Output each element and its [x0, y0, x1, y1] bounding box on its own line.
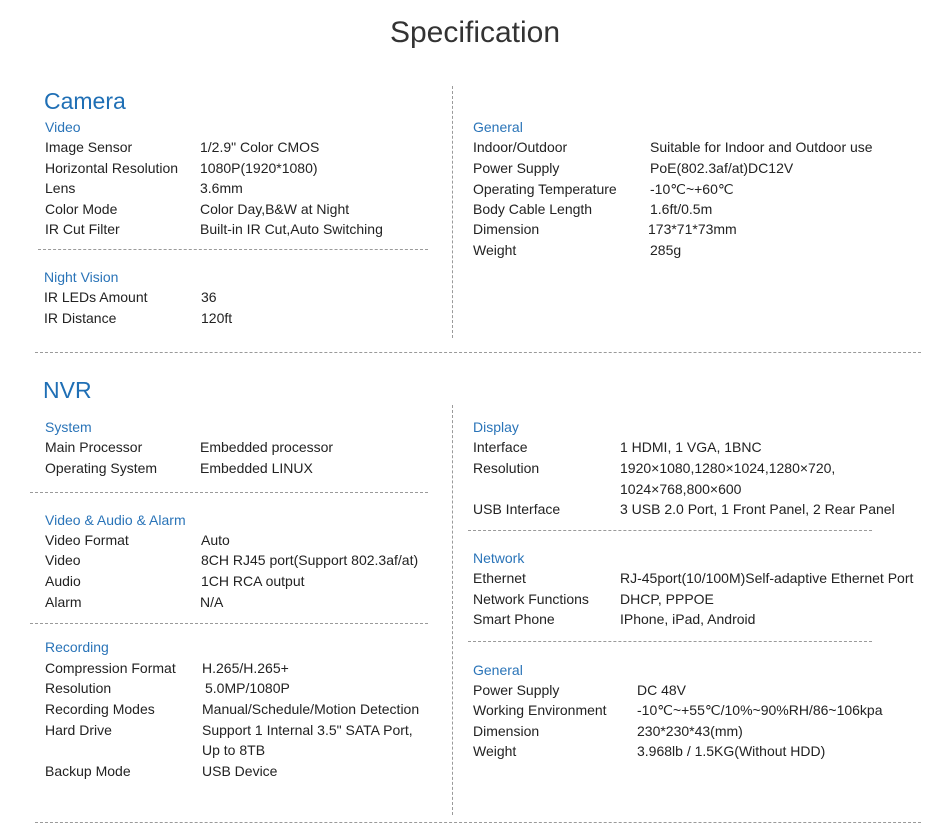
spec-label: Power Supply: [473, 160, 560, 176]
spec-label: Body Cable Length: [473, 201, 593, 217]
divider: [30, 492, 428, 493]
spec-value: Color Day,B&W at Night: [200, 201, 350, 217]
divider: [38, 249, 428, 250]
spec-value: 3.6mm: [200, 180, 243, 196]
spec-label: Video Format: [45, 532, 129, 548]
spec-value: 3 USB 2.0 Port, 1 Front Panel, 2 Rear Panel: [620, 501, 895, 517]
divider: [468, 641, 872, 642]
spec-value: PoE(802.3af/at)DC12V: [650, 160, 794, 176]
spec-label: Resolution: [45, 680, 112, 696]
spec-value: 1.6ft/0.5m: [650, 201, 713, 217]
spec-value: 1920×1080,1280×1024,1280×720,: [620, 460, 836, 476]
network-subheading: Network: [473, 550, 525, 566]
spec-label: Indoor/Outdoor: [473, 139, 568, 155]
display-subheading: Display: [473, 419, 519, 435]
spec-label: Dimension: [473, 221, 540, 237]
spec-label: Audio: [45, 573, 81, 589]
column-divider: [452, 86, 453, 338]
spec-value: 120ft: [201, 310, 233, 326]
spec-value: Up to 8TB: [202, 742, 266, 758]
spec-label: Backup Mode: [45, 763, 131, 779]
spec-label: Horizontal Resolution: [45, 160, 179, 176]
spec-label: Color Mode: [45, 201, 118, 217]
spec-value: -10℃~+60℃: [650, 181, 734, 197]
spec-value: Suitable for Indoor and Outdoor use: [650, 139, 873, 155]
night-vision-subheading: Night Vision: [44, 269, 119, 285]
spec-label: Power Supply: [473, 682, 560, 698]
spec-label: Lens: [45, 180, 76, 196]
spec-label: Network Functions: [473, 591, 589, 607]
spec-label: IR LEDs Amount: [44, 289, 148, 305]
video-subheading: Video: [45, 119, 81, 135]
system-subheading: System: [45, 419, 92, 435]
recording-subheading: Recording: [45, 639, 109, 655]
spec-value: DC 48V: [637, 682, 687, 698]
spec-label: Operating Temperature: [473, 181, 617, 197]
spec-value: Embedded LINUX: [200, 460, 313, 476]
spec-label: Smart Phone: [473, 611, 555, 627]
spec-value: 3.968lb / 1.5KG(Without HDD): [637, 743, 826, 759]
camera-general-subheading: General: [473, 119, 523, 135]
spec-label: USB Interface: [473, 501, 561, 517]
divider: [30, 623, 428, 624]
spec-value: 285g: [650, 242, 682, 258]
spec-label: Hard Drive: [45, 722, 112, 738]
spec-value: RJ-45port(10/100M)Self-adaptive Ethernet Port: [620, 570, 914, 586]
spec-value: 1024×768,800×600: [620, 481, 742, 497]
spec-value: Auto: [201, 532, 230, 548]
spec-label: IR Cut Filter: [45, 221, 120, 237]
section-divider: [35, 352, 921, 353]
spec-value: Embedded processor: [200, 439, 334, 455]
divider: [468, 530, 872, 531]
spec-label: Image Sensor: [45, 139, 133, 155]
spec-value: 1080P(1920*1080): [200, 160, 318, 176]
spec-label: Weight: [473, 743, 517, 759]
spec-value: Manual/Schedule/Motion Detection: [202, 701, 420, 717]
spec-label: Alarm: [45, 594, 82, 610]
nvr-general-subheading: General: [473, 662, 523, 678]
spec-label: Main Processor: [45, 439, 143, 455]
spec-value: N/A: [200, 594, 224, 610]
spec-value: H.265/H.265+: [202, 660, 289, 676]
spec-value: 36: [201, 289, 217, 305]
spec-value: Built-in IR Cut,Auto Switching: [200, 221, 383, 237]
spec-value: -10℃~+55℃/10%~90%RH/86~106kpa: [637, 702, 883, 718]
section-divider: [35, 822, 921, 823]
page-title: Specification: [389, 16, 561, 49]
spec-label: Recording Modes: [45, 701, 155, 717]
column-divider: [452, 405, 453, 815]
spec-label: Interface: [473, 439, 528, 455]
spec-value: USB Device: [202, 763, 278, 779]
spec-label: Operating System: [45, 460, 158, 476]
spec-value: 5.0MP/1080P: [205, 680, 290, 696]
spec-value: 230*230*43(mm): [637, 723, 743, 739]
spec-label: Working Environment: [473, 702, 607, 718]
spec-value: 1/2.9" Color CMOS: [200, 139, 320, 155]
spec-label: IR Distance: [44, 310, 117, 326]
spec-label: Compression Format: [45, 660, 176, 676]
spec-value: Support 1 Internal 3.5" SATA Port,: [202, 722, 413, 738]
spec-label: Dimension: [473, 723, 540, 739]
spec-label: Video: [45, 552, 81, 568]
spec-label: Resolution: [473, 460, 540, 476]
spec-value: 1 HDMI, 1 VGA, 1BNC: [620, 439, 762, 455]
spec-value: 1CH RCA output: [201, 573, 305, 589]
nvr-heading: NVR: [43, 377, 92, 403]
spec-value: 8CH RJ45 port(Support 802.3af/at): [201, 552, 419, 568]
spec-value: IPhone, iPad, Android: [620, 611, 756, 627]
spec-label: Weight: [473, 242, 517, 258]
video-audio-alarm-subheading: Video & Audio & Alarm: [45, 512, 186, 528]
spec-value: DHCP, PPPOE: [620, 591, 714, 607]
spec-label: Ethernet: [473, 570, 526, 586]
spec-value: 173*71*73mm: [648, 221, 737, 237]
camera-heading: Camera: [44, 88, 126, 114]
